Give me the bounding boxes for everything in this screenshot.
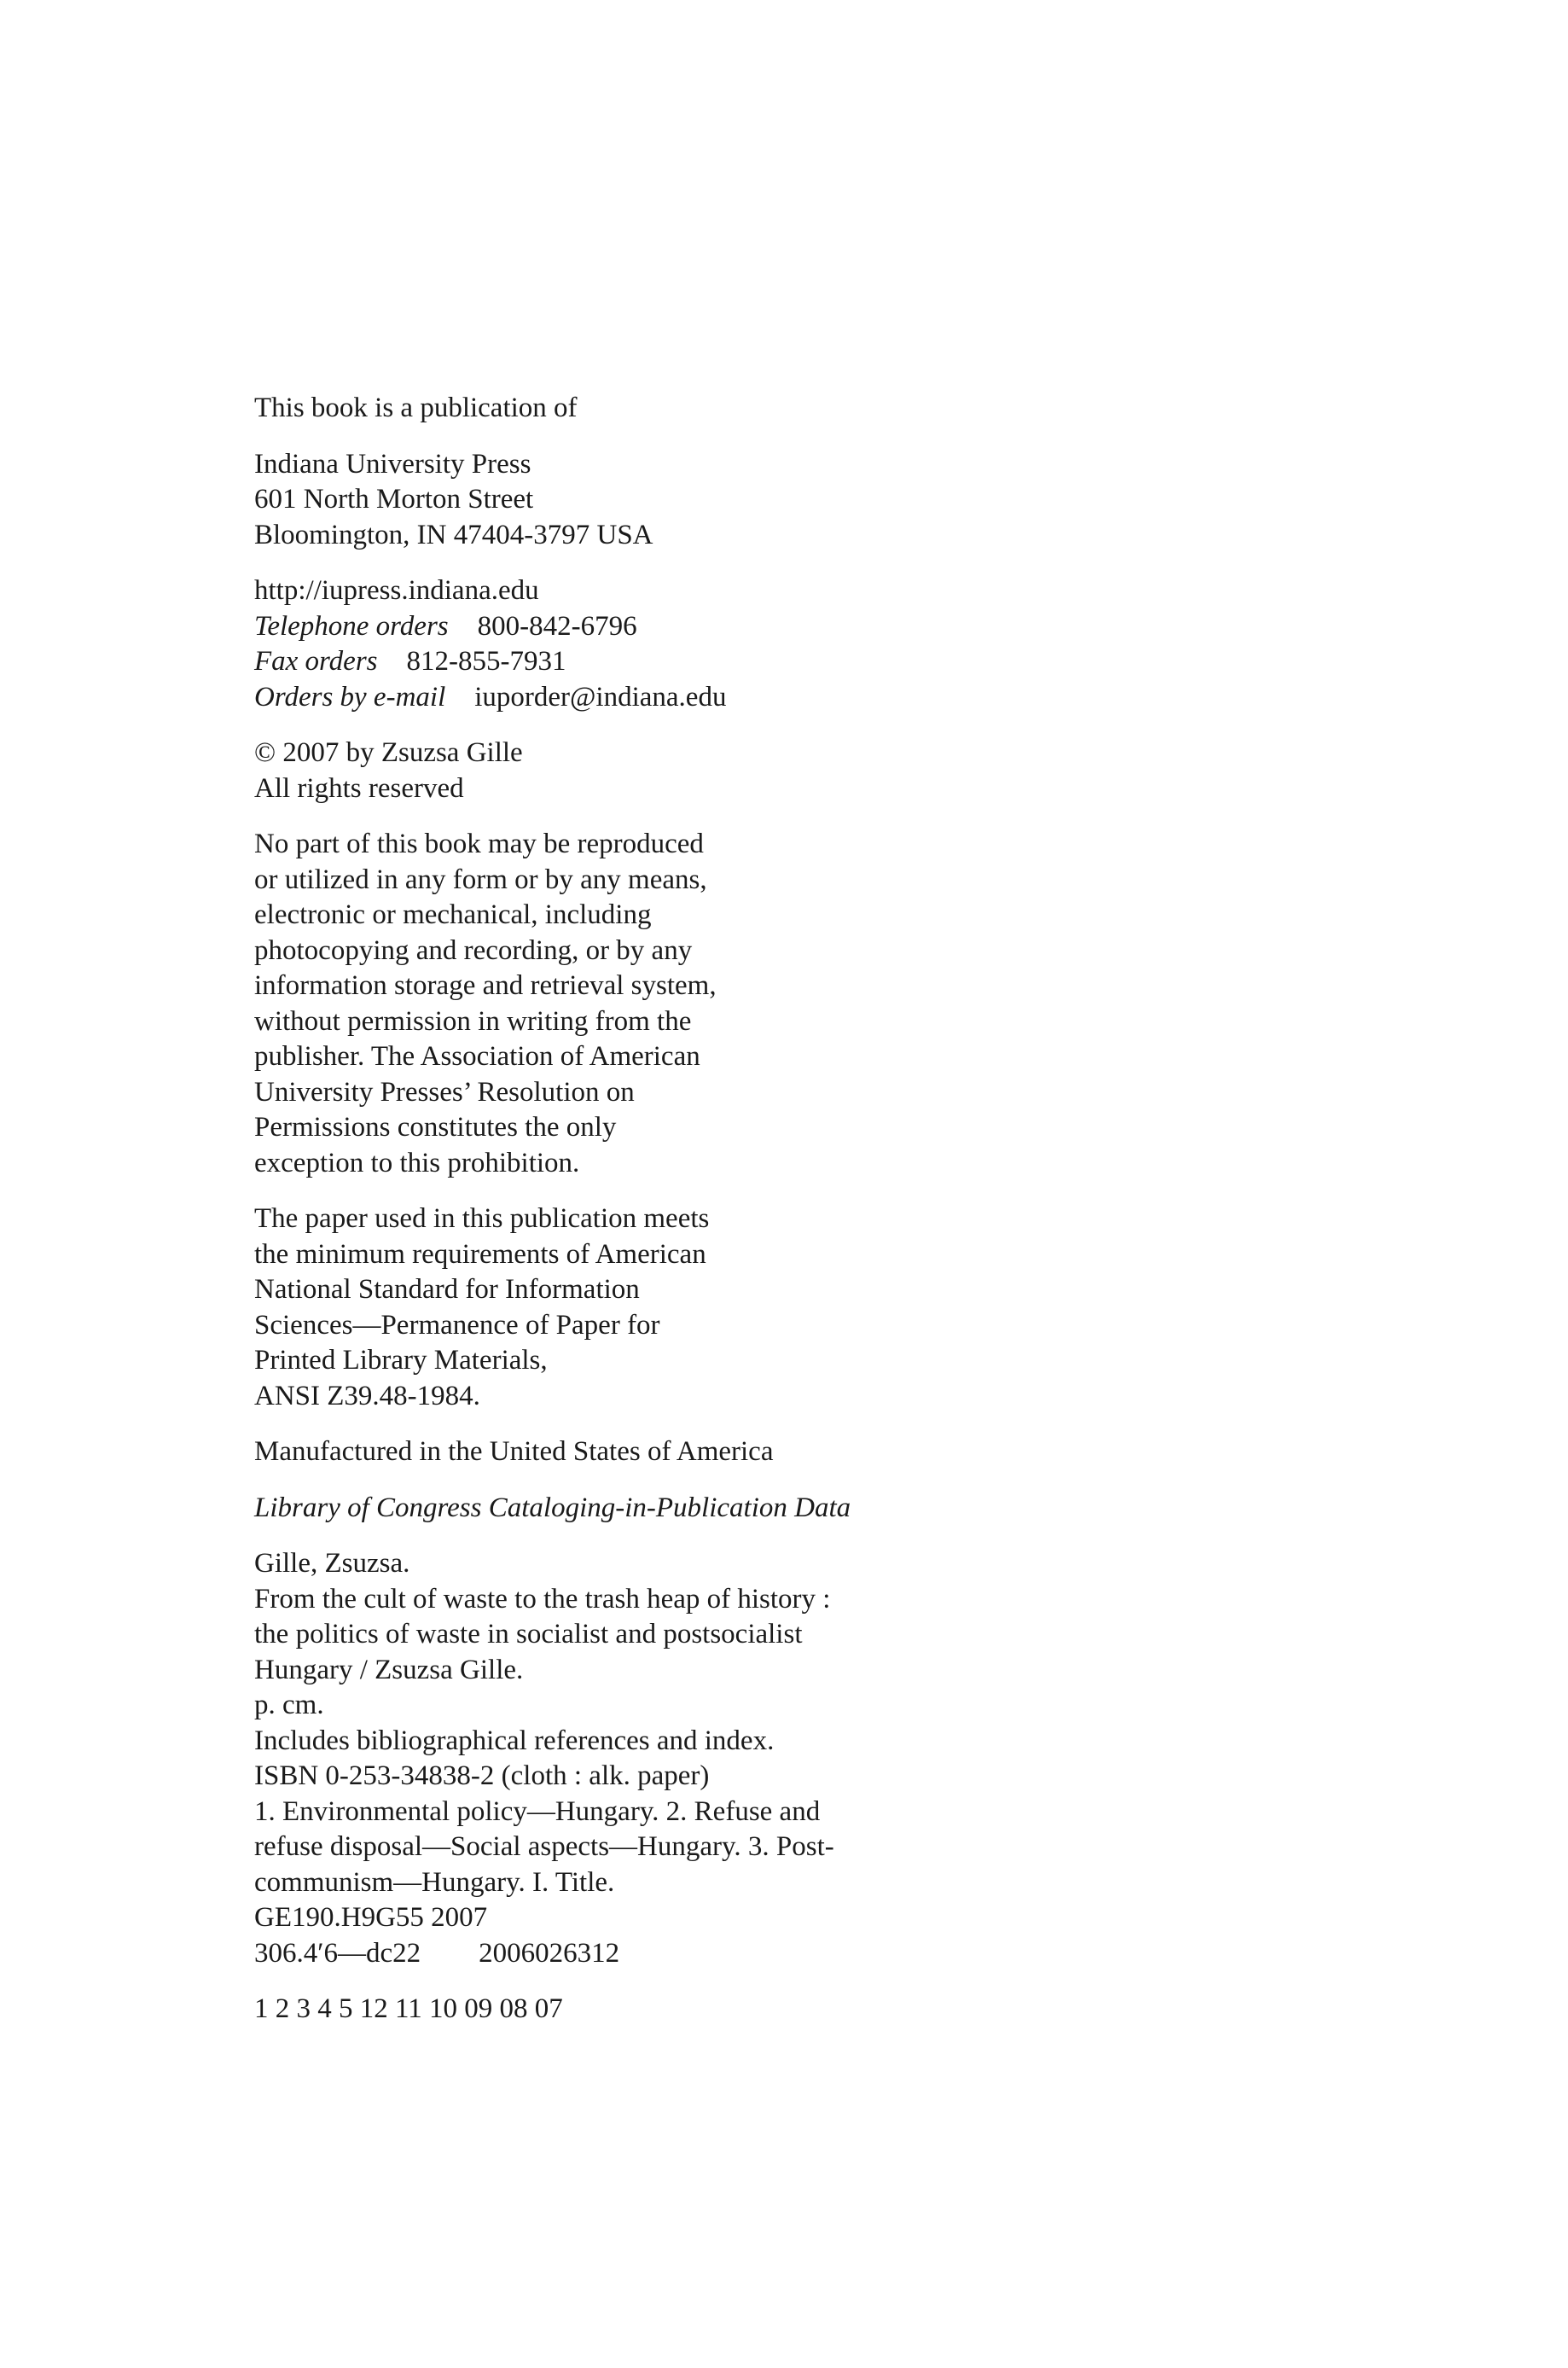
copyright-notice xyxy=(254,736,1107,806)
fax-orders xyxy=(254,644,1107,680)
publisher-name: Indiana University Press xyxy=(254,448,531,480)
printing-line-paragraph xyxy=(254,1992,1107,2028)
cip-lc-class: GE190.H9G55 2007 xyxy=(254,1902,488,1933)
telephone-orders xyxy=(254,609,1107,645)
publisher-address xyxy=(254,447,1107,554)
cip-title-line: the politics of waste in socialist and postsocialist xyxy=(254,1619,803,1649)
cip-heading: Library of Congress Cataloging-in-Publication Data xyxy=(254,1492,851,1523)
paper-line: Printed Library Materials, xyxy=(254,1345,548,1376)
cip-title-line: From the cult of waste to the trash heap of history : xyxy=(254,1583,831,1615)
fax-value: 812-855-7931 xyxy=(406,646,566,677)
permissions-line: exception to this prohibition. xyxy=(254,1147,580,1178)
contact-info xyxy=(254,573,1107,715)
cip-notes: Includes bibliographical references and index. xyxy=(254,1725,775,1756)
email-value: iuporder@indiana.edu xyxy=(474,681,727,713)
paper-line: ANSI Z39.48-1984. xyxy=(254,1380,480,1411)
publisher-city: Bloomington, IN 47404-3797 USA xyxy=(254,519,653,550)
telephone-value: 800-842-6796 xyxy=(477,610,637,642)
paper-line: National Standard for Information xyxy=(254,1274,640,1305)
copyright-line: © 2007 by Zsuzsa Gille xyxy=(254,737,523,768)
permissions-line: publisher. The Association of American xyxy=(254,1041,700,1072)
copyright-block xyxy=(254,391,1107,2048)
cip-author: Gille, Zsuzsa. xyxy=(254,1548,410,1579)
cip-dewey: 306.4′6—dc22 xyxy=(254,1937,421,1969)
intro-line: This book is a publication of xyxy=(254,393,578,423)
email-label: Orders by e-mail xyxy=(254,681,446,713)
rights-reserved: All rights reserved xyxy=(254,772,464,804)
cip-heading-paragraph xyxy=(254,1491,1107,1527)
manufactured-line: Manufactured in the United States of America xyxy=(254,1436,774,1467)
cip-subject-line: communism—Hungary. I. Title. xyxy=(254,1866,615,1898)
cip-subject-line: 1. Environmental policy—Hungary. 2. Refuse and xyxy=(254,1795,821,1827)
email-orders xyxy=(254,680,1107,716)
permissions-line: without permission in writing from the xyxy=(254,1005,692,1037)
telephone-label: Telephone orders xyxy=(254,610,449,642)
paper-line: Sciences—Permanence of Paper for xyxy=(254,1309,660,1341)
cip-isbn: ISBN 0-253-34838-2 (cloth : alk. paper) xyxy=(254,1760,710,1791)
permissions-paragraph xyxy=(254,827,1107,1181)
printing-line: 1 2 3 4 5 12 11 10 09 08 07 xyxy=(254,1993,563,2024)
cip-record xyxy=(254,1546,1107,1971)
cip-lccn: 2006026312 xyxy=(479,1937,620,1969)
permissions-line: information storage and retrieval system, xyxy=(254,970,717,1001)
cip-pages: p. cm. xyxy=(254,1690,324,1720)
paper-line: The paper used in this publication meets xyxy=(254,1203,710,1234)
paper-standard-paragraph xyxy=(254,1201,1107,1414)
permissions-line: Permissions constitutes the only xyxy=(254,1112,617,1143)
intro-paragraph xyxy=(254,391,1107,427)
cip-subject-line: refuse disposal—Social aspects—Hungary. 3. Post- xyxy=(254,1831,834,1862)
permissions-line: No part of this book may be reproduced xyxy=(254,829,704,859)
permissions-line: or utilized in any form or by any means, xyxy=(254,864,707,895)
permissions-line: University Presses’ Resolution on xyxy=(254,1076,635,1108)
permissions-line: electronic or mechanical, including xyxy=(254,899,652,930)
publisher-url: http://iupress.indiana.edu xyxy=(254,575,539,606)
paper-line: the minimum requirements of American xyxy=(254,1238,706,1270)
manufactured-paragraph xyxy=(254,1434,1107,1470)
permissions-line: photocopying and recording, or by any xyxy=(254,934,693,966)
cip-title-line: Hungary / Zsuzsa Gille. xyxy=(254,1654,524,1685)
fax-label: Fax orders xyxy=(254,646,378,677)
cip-dewey-lccn xyxy=(254,1936,1107,1972)
publisher-street: 601 North Morton Street xyxy=(254,484,534,515)
